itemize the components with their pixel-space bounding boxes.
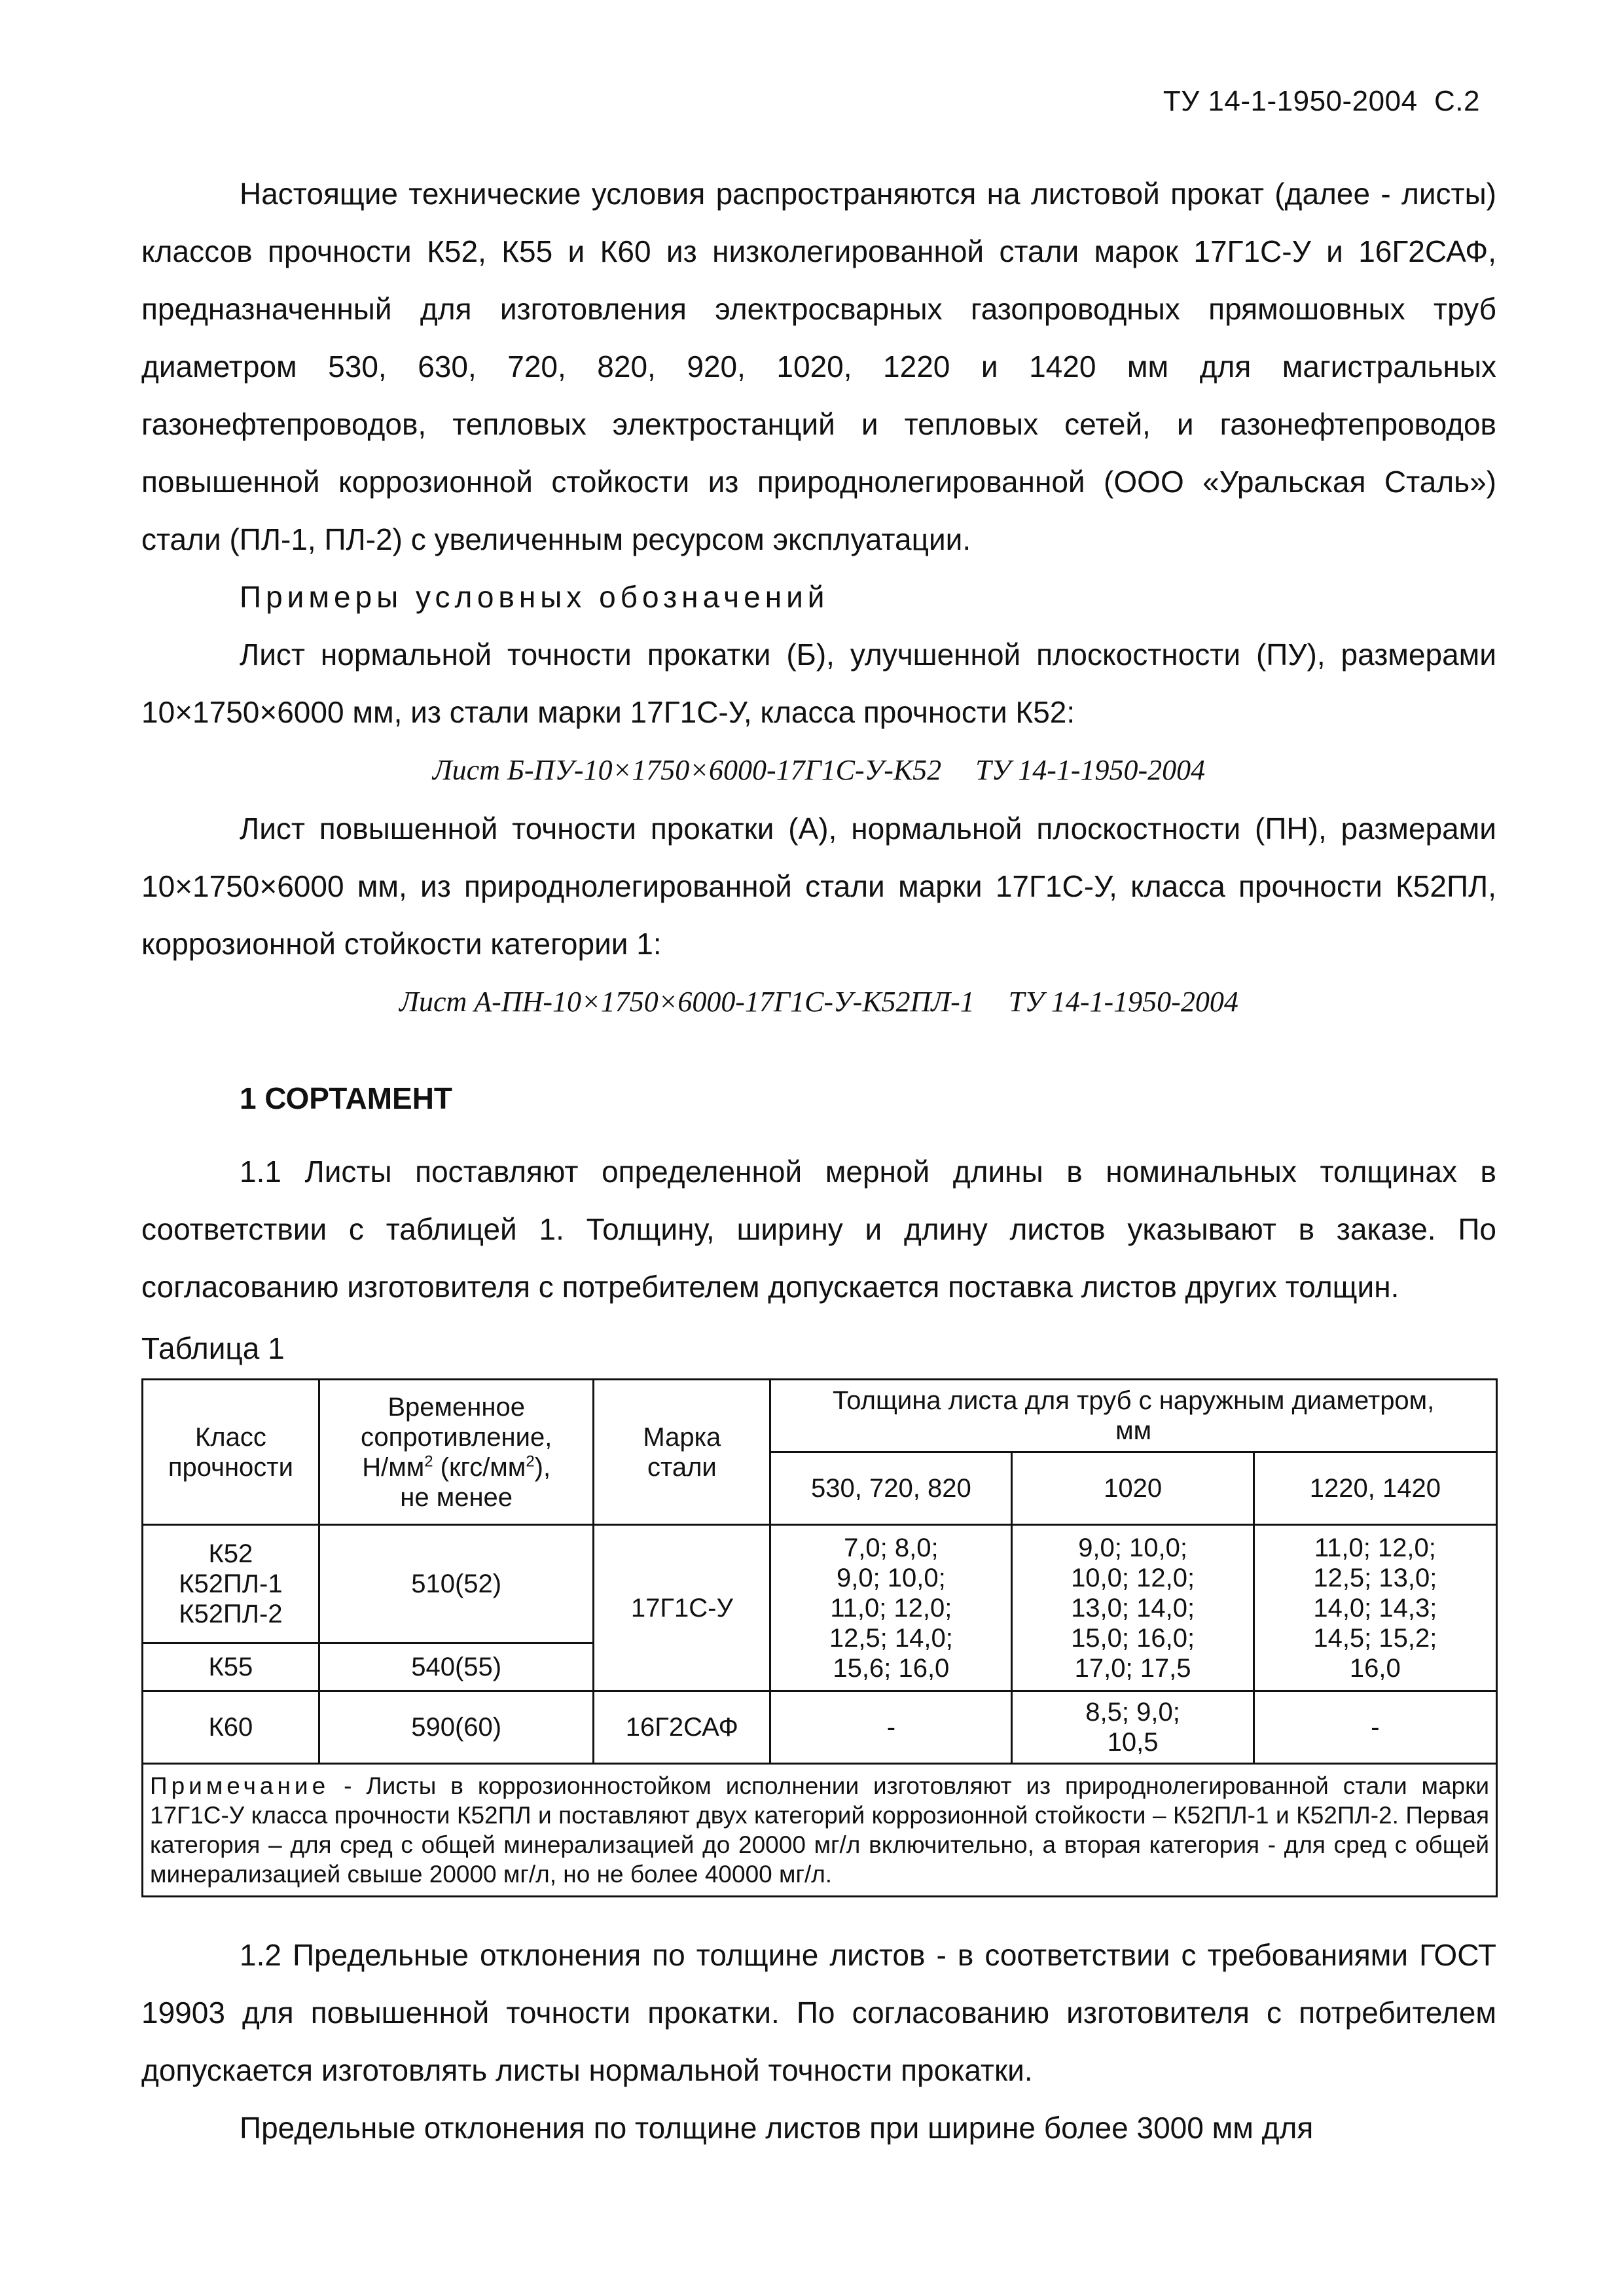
cell-k60-d3: - [1254, 1691, 1496, 1764]
page-number: С.2 [1434, 85, 1480, 117]
cell-thickness-d1: 7,0; 8,0; 9,0; 10,0; 11,0; 12,0; 12,5; 14,0; 15,6; 16,0 [770, 1525, 1012, 1691]
cell-k60-d2: 8,5; 9,0; 10,5 [1012, 1691, 1254, 1764]
cell-k52-strength: 510(52) [319, 1525, 594, 1643]
table-row-k52 [143, 1525, 1497, 1643]
cell-thickness-d2: 9,0; 10,0; 10,0; 12,0; 13,0; 14,0; 15,0; 16,0; 17,0; 17,5 [1012, 1525, 1254, 1691]
paragraph-1-2: 1.2 Предельные отклонения по толщине листов - в соответствии с требованиями ГОСТ 19903 для повышенной точности прокатки. По согласованию изготовителя с потребителем допускается изготовлять листы нормальной точности прокатки. [141, 1938, 1496, 2087]
table-1 [141, 1378, 1498, 1897]
header-thickness: Толщина листа для труб с наружным диаметром, мм [770, 1380, 1497, 1452]
note-text: - Листы в коррозионностойком исполнении изготовляют из природнолегированной стали марки 17Г1С-У класса прочности К52ПЛ и поставляют двух категорий коррозионной стойкости – К52ПЛ-1 и К52ПЛ-2. Первая категория – для сред с общей минерализацией до 20000 мг/л включительно, а вторая категория - для сред с общей минерализацией свыше 20000 мг/л, но не более 40000 мг/л. [150, 1772, 1489, 1888]
intro-paragraph: Настоящие технические условия распространяются на листовой прокат (далее - листы) классов прочности К52, К55 и К60 из низколегированной стали марок 17Г1С-У и 16Г2САФ, предназначенный для изготовления электросварных газопроводных прямошовных труб диаметром 530, 630, 720, 820, 920, 1020, 1220 и 1420 мм для магистральных газонефтепроводов, тепловых электростанций и тепловых сетей, и газонефтепроводов повышенной коррозионной стойкости из природнолегированной (ООО «Уральская Сталь») стали (ПЛ-1, ПЛ-2) с увеличенным ресурсом эксплуатации. [141, 177, 1496, 556]
page-header [1163, 85, 1480, 118]
examples-heading: Примеры условных обозначений [240, 580, 829, 614]
example-2-text: Лист повышенной точности прокатки (А), нормальной плоскостности (ПН), размерами 10×1750×6000 мм, из природнолегированной стали марки 17Г1С-У, класса прочности К52ПЛ, коррозионной стойкости категории 1: [141, 812, 1496, 961]
page-content [141, 165, 1496, 2157]
example-1-standard: ТУ 14-1-1950-2004 [975, 754, 1206, 786]
paragraph-1-1: 1.1 Листы поставляют определенной мерной длины в номинальных толщинах в соответствии с таблицей 1. Толщину, ширину и длину листов указывают в заказе. По согласованию изготовителя с потребителем допускается поставка листов других толщин. [141, 1155, 1496, 1304]
cell-thickness-d3: 11,0; 12,0; 12,5; 13,0; 14,0; 14,3; 14,5; 15,2; 16,0 [1254, 1525, 1496, 1691]
header-diameter-1: 530, 720, 820 [770, 1452, 1012, 1525]
example-1-designation-line [141, 741, 1496, 800]
cell-k60-steel: 16Г2САФ [594, 1691, 770, 1764]
example-2-standard: ТУ 14-1-1950-2004 [1008, 986, 1238, 1018]
header-class: Класс прочности [143, 1380, 319, 1525]
cell-k52-classes: К52 К52ПЛ-1 К52ПЛ-2 [143, 1525, 319, 1643]
cell-steel-17g1s: 17Г1С-У [594, 1525, 770, 1691]
table-note [143, 1764, 1497, 1897]
note-label: Примечание [150, 1772, 330, 1799]
cell-k55-strength: 540(55) [319, 1643, 594, 1691]
cell-k55-class: К55 [143, 1643, 319, 1691]
table-header-row-1 [143, 1380, 1497, 1452]
header-diameter-3: 1220, 1420 [1254, 1452, 1496, 1525]
cell-k60-strength: 590(60) [319, 1691, 594, 1764]
header-steel-grade: Марка стали [594, 1380, 770, 1525]
table-note-row [143, 1764, 1497, 1897]
cell-k60-d1: - [770, 1691, 1012, 1764]
table-1-caption: Таблица 1 [141, 1331, 285, 1365]
example-1-text: Лист нормальной точности прокатки (Б), улучшенной плоскостности (ПУ), размерами 10×1750×6000 мм, из стали марки 17Г1С-У, класса прочности К52: [141, 637, 1496, 729]
example-2-designation: Лист А-ПН-10×1750×6000-17Г1С-У-К52ПЛ-1 [399, 986, 975, 1018]
table-row-k60 [143, 1691, 1497, 1764]
doc-code: ТУ 14-1-1950-2004 [1163, 85, 1418, 117]
header-diameter-2: 1020 [1012, 1452, 1254, 1525]
paragraph-last: Предельные отклонения по толщине листов при ширине более 3000 мм для [240, 2111, 1314, 2145]
cell-k60-class: К60 [143, 1691, 319, 1764]
section-1-title: 1 СОРТАМЕНТ [240, 1081, 453, 1115]
header-strength: Временное сопротивление, $Н/мм^2$ $(кгс/мм^2)$, не менее [319, 1380, 594, 1525]
example-2-designation-line [141, 973, 1496, 1031]
example-1-designation: Лист Б-ПУ-10×1750×6000-17Г1С-У-К52 [432, 754, 942, 786]
